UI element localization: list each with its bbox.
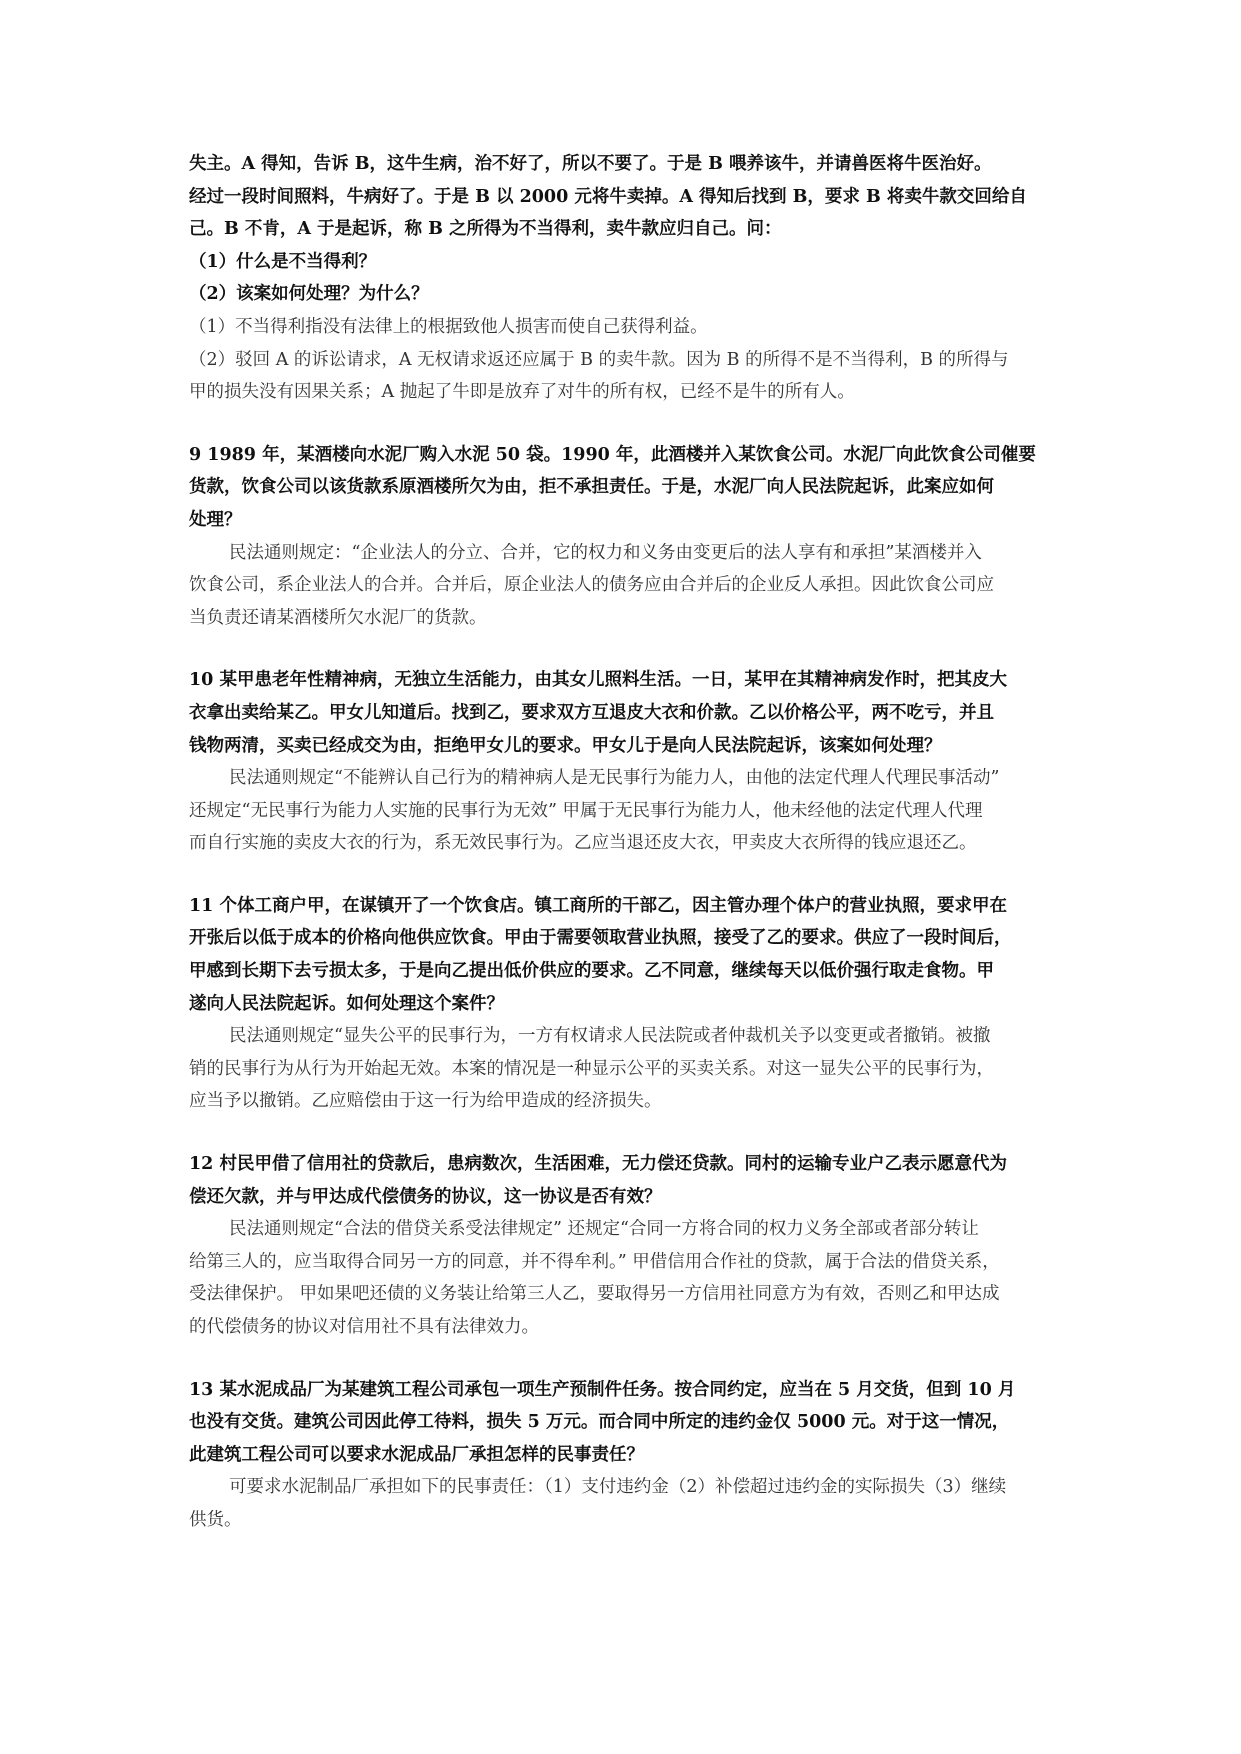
answer-text-line: 民法通则规定“不能辨认自己行为的精神病人是无民事行为能力人，由他的法定代理人代理民事活动” bbox=[229, 768, 1000, 789]
answer-text-line: 而自行实施的卖皮大衣的行为，系无效民事行为。乙应当退还皮大衣，甲卖皮大衣所得的钱应退还乙。 bbox=[189, 833, 977, 854]
answer-text-line: 受法律保护。 甲如果吧还债的义务装让给第三人乙，要取得另一方信用社同意方为有效，否则乙和甲达成 bbox=[189, 1284, 1000, 1305]
answer-11 bbox=[189, 1020, 1059, 1118]
question-text-line: （2）该案如何处理？为什么？ bbox=[189, 284, 429, 305]
answer-text-line: 民法通则规定“显失公平的民事行为，一方有权请求人民法院或者仲裁机关予以变更或者撤销。被撤 bbox=[229, 1026, 991, 1047]
answer-12 bbox=[189, 1213, 1059, 1343]
section-gap bbox=[189, 409, 1059, 439]
question-text-line: 开张后以低于成本的价格向他供应饮食。甲由于需要领取营业执照，接受了乙的要求。供应了一段时间后， bbox=[189, 928, 1012, 949]
document-page bbox=[189, 148, 1059, 1537]
question-text-line: 己。B 不肯，A 于是起诉，称 B 之所得为不当得利，卖牛款应归自己。问： bbox=[189, 219, 782, 240]
answer-text-line: 当负责还请某酒楼所欠水泥厂的货款。 bbox=[189, 607, 487, 628]
answer-text-line: 可要求水泥制品厂承担如下的民事责任：（1）支付违约金（2）补偿超过违约金的实际损失（3）继续 bbox=[229, 1477, 1007, 1498]
question-text-line: 也没有交货。建筑公司因此停工待料，损失 5 万元。而合同中所定的违约金仅 5000 元。对于这一情况， bbox=[189, 1412, 1010, 1433]
question-text-line: 9 1989 年，某酒楼向水泥厂购入水泥 50 袋。1990 年，此酒楼并入某饮食公司。水泥厂向此饮食公司催要 bbox=[189, 444, 1036, 465]
answer-text-line: 甲的损失没有因果关系；A 抛起了牛即是放弃了对牛的所有权，已经不是牛的所有人。 bbox=[189, 382, 855, 403]
question-11 bbox=[189, 890, 1059, 1020]
question-text-line: 偿还欠款，并与甲达成代偿债务的协议，这一协议是否有效？ bbox=[189, 1186, 662, 1207]
answer-text-line: （2）驳回 A 的诉讼请求，A 无权请求返还应属于 B 的卖牛款。因为 B 的所得不是不当得利，B 的所得与 bbox=[189, 349, 1009, 370]
answer-text-line: 民法通则规定：“企业法人的分立、合并，它的权力和义务由变更后的法人享有和承担”某酒楼并入 bbox=[229, 542, 982, 563]
question-text-line: 11 个体工商户甲，在谋镇开了一个饮食店。镇工商所的干部乙，因主管办理个体户的营业执照，要求甲在 bbox=[189, 895, 1007, 916]
answer-text-line: 给第三人的，应当取得合同另一方的同意，并不得牟利。” 甲借信用合作社的贷款，属于合法的借贷关系， bbox=[189, 1251, 1000, 1272]
answer-text-line: 饮食公司，系企业法人的合并。合并后，原企业法人的债务应由合并后的企业反人承担。因此饮食公司应 bbox=[189, 575, 994, 596]
question-text-line: 10 某甲患老年性精神病，无独立生活能力，由其女儿照料生活。一日，某甲在其精神病发作时，把其皮大 bbox=[189, 670, 1007, 691]
question-10 bbox=[189, 664, 1059, 762]
answer-9 bbox=[189, 537, 1059, 635]
section-gap bbox=[189, 860, 1059, 890]
question-text-line: 13 某水泥成品厂为某建筑工程公司承包一项生产预制件任务。按合同约定，应当在 5 月交货，但到 10 月 bbox=[189, 1379, 1016, 1400]
question-8 bbox=[189, 148, 1059, 311]
question-text-line: 处理？ bbox=[189, 509, 242, 530]
question-12 bbox=[189, 1148, 1059, 1213]
section-gap bbox=[189, 1344, 1059, 1374]
answer-text-line: 还规定“无民事行为能力人实施的民事行为无效” 甲属于无民事行为能力人，他未经他的法定代理人代理 bbox=[189, 800, 983, 821]
answer-text-line: （1）不当得利指没有法律上的根据致他人损害而使自己获得利益。 bbox=[189, 316, 708, 337]
question-text-line: 遂向人民法院起诉。如何处理这个案件？ bbox=[189, 993, 504, 1014]
question-9 bbox=[189, 439, 1059, 537]
answer-text-line: 销的民事行为从行为开始起无效。本案的情况是一种显示公平的买卖关系。对这一显失公平的民事行为， bbox=[189, 1058, 994, 1079]
question-text-line: 失主。A 得知，告诉 B，这牛生病，治不好了，所以不要了。于是 B 喂养该牛，并请兽医将牛医治好。 bbox=[189, 154, 992, 174]
question-text-line: 甲感到长期下去亏损太多，于是向乙提出低价供应的要求。乙不同意，继续每天以低价强行取走食物。甲 bbox=[189, 961, 994, 982]
question-text-line: 此建筑工程公司可以要求水泥成品厂承担怎样的民事责任？ bbox=[189, 1444, 644, 1465]
answer-10 bbox=[189, 762, 1059, 860]
question-text-line: 经过一段时间照料，牛病好了。于是 B 以 2000 元将牛卖掉。A 得知后找到 B，要求 B 将卖牛款交回给自 bbox=[189, 186, 1027, 207]
answer-text-line: 民法通则规定“合法的借贷关系受法律规定” 还规定“合同一方将合同的权力义务全部或者部分转让 bbox=[229, 1219, 979, 1240]
answer-13 bbox=[189, 1471, 1059, 1536]
section-gap bbox=[189, 1118, 1059, 1148]
question-text-line: 12 村民甲借了信用社的贷款后，患病数次，生活困难，无力偿还贷款。同村的运输专业户乙表示愿意代为 bbox=[189, 1154, 1007, 1175]
answer-text-line: 的代偿债务的协议对信用社不具有法律效力。 bbox=[189, 1317, 539, 1337]
answer-text-line: 供货。 bbox=[189, 1509, 242, 1530]
answer-8 bbox=[189, 311, 1059, 409]
question-text-line: 货款，饮食公司以该货款系原酒楼所欠为由，拒不承担责任。于是，水泥厂向人民法院起诉，此案应如何 bbox=[189, 477, 994, 498]
question-text-line: （1）什么是不当得利？ bbox=[189, 251, 377, 272]
question-13 bbox=[189, 1374, 1059, 1472]
section-gap bbox=[189, 634, 1059, 664]
answer-text-line: 应当予以撤销。乙应赔偿由于这一行为给甲造成的经济损失。 bbox=[189, 1091, 662, 1112]
question-text-line: 衣拿出卖给某乙。甲女儿知道后。找到乙，要求双方互退皮大衣和价款。乙以价格公平，两不吃亏，并且 bbox=[189, 702, 994, 723]
question-text-line: 钱物两清，买卖已经成交为由，拒绝甲女儿的要求。甲女儿于是向人民法院起诉，该案如何处理？ bbox=[189, 735, 942, 756]
